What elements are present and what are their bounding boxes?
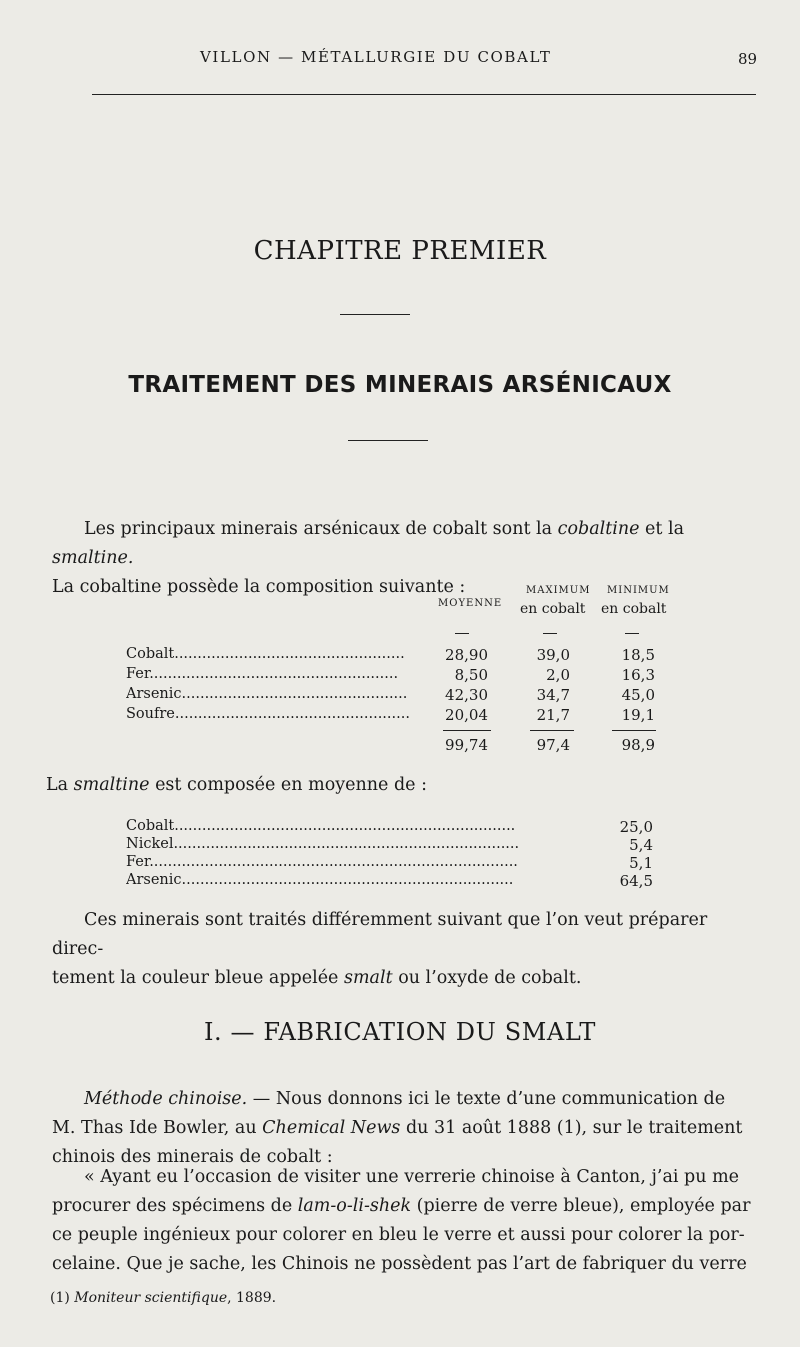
running-head-title: VILLON — MÉTALLURGIE DU COBALT	[200, 48, 552, 66]
chapter-rule	[340, 314, 410, 315]
sum-rule	[530, 730, 574, 731]
col-header-maximum: MAXIMUM	[526, 585, 591, 596]
page-number: 89	[738, 50, 758, 68]
table-cell: 39,0	[536, 646, 570, 664]
intro-paragraph: Les principaux minerais arsénicaux de cobalt sont la cobaltine et la smaltine. La cobaltine possède la composition suivante :	[52, 519, 685, 597]
col-dash	[543, 633, 557, 634]
table-row-label: Nickel...........................................................................	[126, 836, 520, 852]
section-title: TRAITEMENT DES MINERAIS ARSÉNICAUX	[128, 372, 672, 398]
table-cell: 2,0	[546, 666, 570, 684]
running-head	[0, 46, 800, 72]
table-row-label: Cobalt..................................................	[126, 646, 405, 662]
quote-paragraph: « Ayant eu l’occasion de visiter une verrerie chinoise à Canton, j’ai pu me procurer des spécimens de lam-o-li-shek (pierre de verre bleue), employée par ce peuple ingénieux pour colorer en bleu le verre et aussi pour colorer la por- celaine. Que je sache, les Chinois ne possèdent pas l’art de fabriquer du verre	[52, 1167, 751, 1274]
table-cell: 16,3	[621, 666, 655, 684]
col-header-minimum-sub: en cobalt	[601, 601, 667, 617]
table-cell: 5,1	[629, 854, 653, 872]
table-cell: 64,5	[619, 872, 653, 890]
table-cell: 28,90	[445, 646, 488, 664]
header-rule	[92, 94, 756, 95]
table-cell: 18,5	[621, 646, 655, 664]
section-rule	[348, 440, 428, 441]
treatment-paragraph: Ces minerais sont traités différemment suivant que l’on veut préparer direc- tement la couleur bleue appelée smalt ou l’oxyde de cobalt.	[52, 910, 708, 988]
footnote: (1) Moniteur scientifique, 1889.	[50, 1290, 277, 1306]
table-row-label: Arsenic.................................................	[126, 686, 408, 702]
col-header-minimum: MINIMUM	[607, 585, 670, 596]
table-row-label: Soufre...................................................	[126, 706, 410, 722]
table-cell: 45,0	[621, 686, 655, 704]
smalt-heading: I. — FABRICATION DU SMALT	[203, 1018, 597, 1046]
sum-rule	[612, 730, 656, 731]
table-row-label: Fer......................................................	[126, 666, 399, 682]
col-header-moyenne: MOYENNE	[438, 598, 503, 609]
table-row-label: Cobalt..........................................................................	[126, 818, 516, 834]
table-cell: 20,04	[445, 706, 488, 724]
table-total: 98,9	[621, 736, 655, 754]
table-total: 99,74	[445, 736, 488, 754]
table-row-label: Fer................................................................................	[126, 854, 518, 870]
col-dash	[625, 633, 639, 634]
smaltine-intro: La smaltine est composée en moyenne de :	[46, 775, 427, 795]
table-cell: 25,0	[619, 818, 653, 836]
table-cell: 19,1	[621, 706, 655, 724]
sum-rule	[443, 730, 491, 731]
table-cell: 5,4	[629, 836, 653, 854]
chinese-method-paragraph: Méthode chinoise. — Nous donnons ici le texte d’une communication de M. Thas Ide Bowler, au Chemical News du 31 août 1888 (1), sur le traitement chinois des minerais de cobalt :	[52, 1089, 743, 1167]
table-cell: 34,7	[536, 686, 570, 704]
table-cell: 8,50	[454, 666, 488, 684]
table-total: 97,4	[536, 736, 570, 754]
table-row-label: Arsenic........................................................................	[126, 872, 514, 888]
chapter-heading: CHAPITRE PREMIER	[253, 236, 547, 266]
col-header-maximum-sub: en cobalt	[520, 601, 586, 617]
col-dash	[455, 633, 469, 634]
table-cell: 21,7	[536, 706, 570, 724]
table-cell: 42,30	[445, 686, 488, 704]
